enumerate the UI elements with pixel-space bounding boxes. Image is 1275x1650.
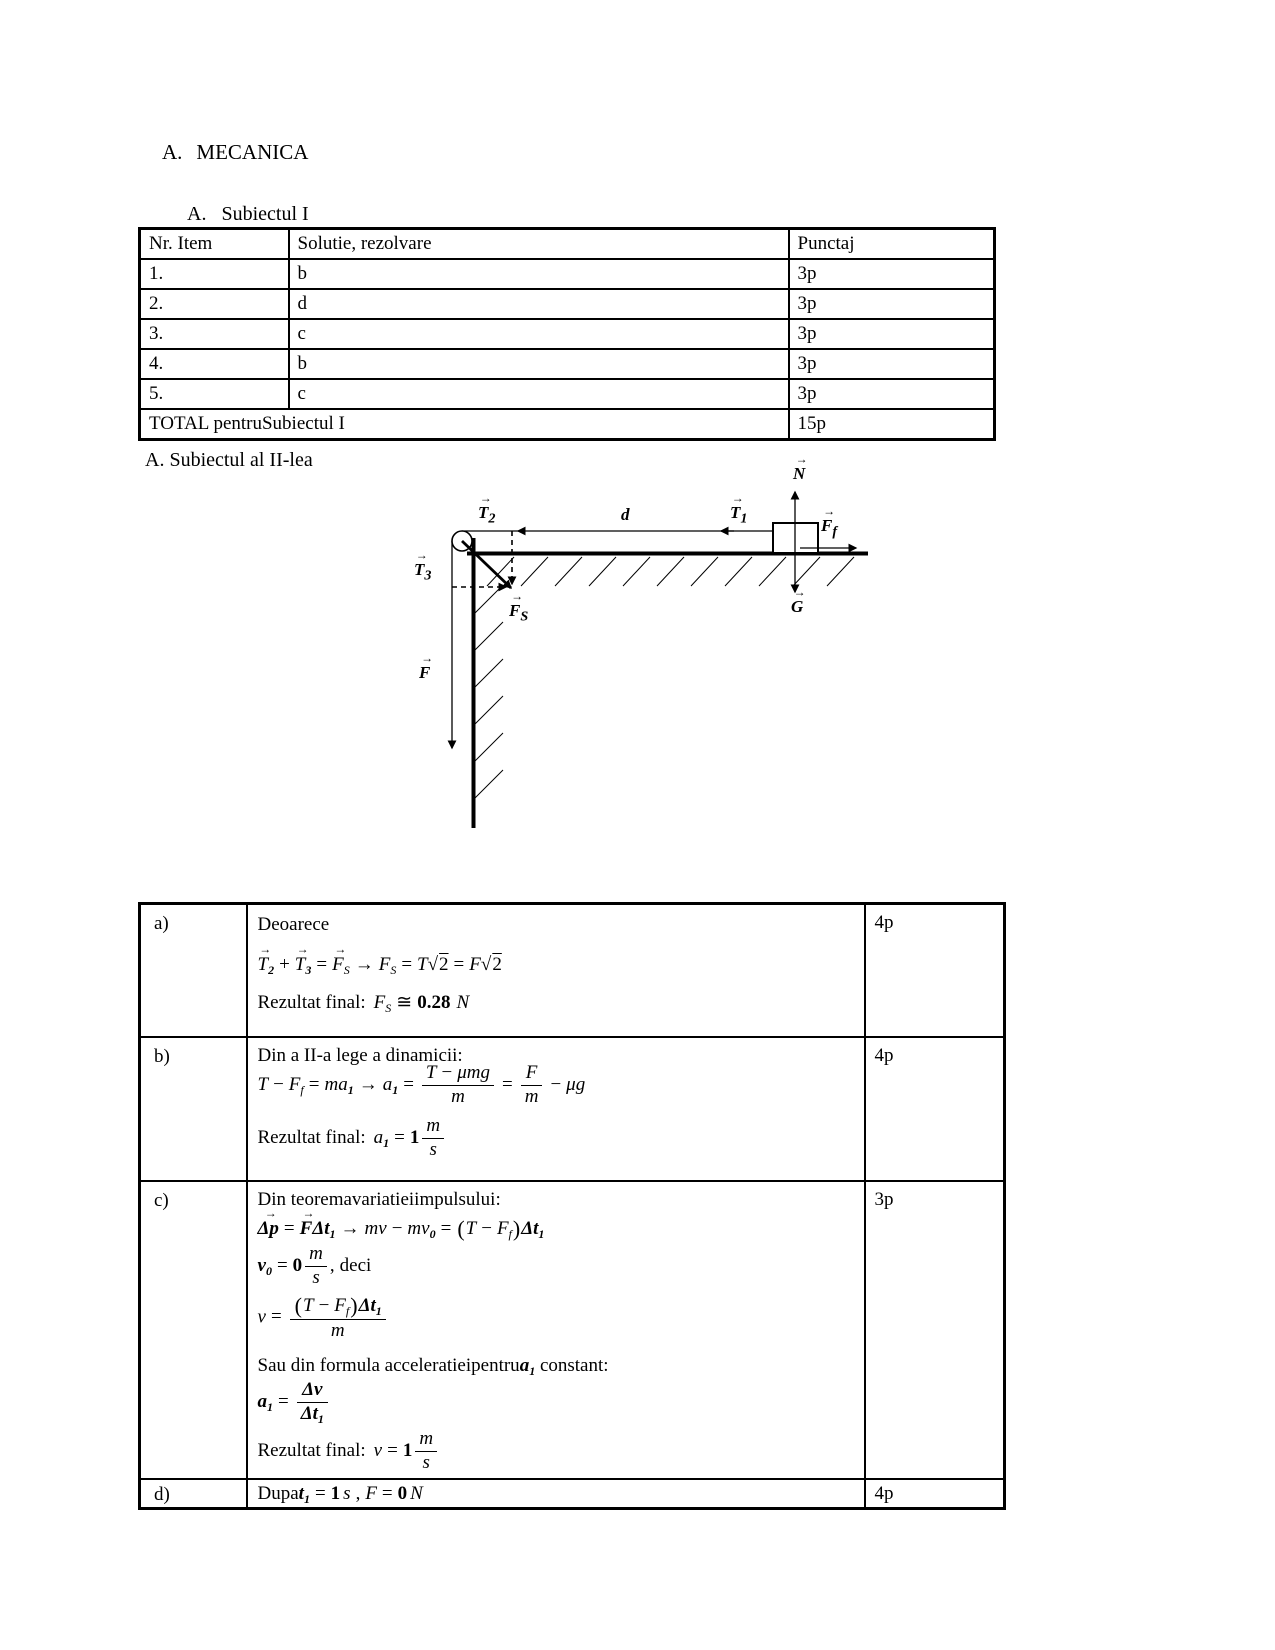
result-label: Rezultat final: [257, 991, 366, 1013]
cell-nr: 4. [140, 349, 289, 379]
row-points: 4p [865, 1037, 1005, 1181]
label-T3-vector: → $T_3$ [414, 548, 432, 584]
header-punctaj: Punctaj [789, 229, 995, 260]
page-title-text: MECANICA [196, 140, 309, 164]
table-row [140, 349, 995, 379]
label-G-vector: → G [791, 585, 806, 616]
formula-b-result: $a_1 = 1$ $\frac{m}{s}$ [374, 1116, 447, 1161]
label-FS-vector: → $F_S$ [509, 589, 529, 625]
label-distance-d: d [621, 505, 630, 524]
surface-hatching [487, 557, 854, 586]
diagram-drawing [390, 445, 890, 840]
d-text-dupa: Dupa [257, 1483, 299, 1504]
header-nr-item: Nr. Item [140, 229, 289, 260]
cell-nr: 5. [140, 379, 289, 409]
solution-content-d [247, 1479, 865, 1509]
page-title [162, 140, 308, 165]
solution-c-alternative [258, 1355, 609, 1377]
solution-row-d [140, 1479, 1005, 1509]
total-points: 15p [789, 409, 995, 440]
table-row [140, 319, 995, 349]
label-T2-vector: → $T_2$ [478, 491, 496, 527]
cell-nr: 2. [140, 289, 289, 319]
row-points: 3p [865, 1181, 1005, 1479]
formula-c-impulse: → Δp = → FΔt$_1$ → mv − $mv_0 = (T - F_f)\Delta t_1$ [257, 1206, 545, 1241]
cell-solution: c [289, 319, 789, 349]
cell-points: 3p [789, 259, 995, 289]
pulley-block-diagram [390, 445, 890, 840]
cell-points: 3p [789, 379, 995, 409]
row-points: 4p [865, 904, 1005, 1038]
solution-row-a [140, 904, 1005, 1038]
table-row [140, 289, 995, 319]
solution-content-b [247, 1037, 865, 1181]
label-F-vector: → F [419, 651, 434, 682]
solution-b-intro: Din a II-a lege a dinamicii: [257, 1045, 463, 1066]
cell-solution: d [289, 289, 789, 319]
formula-c-acceleration: $a_1$ = $\frac{\Delta v}{\Delta t_1}$ [258, 1380, 331, 1425]
solution-c-intro: Din teoremavariatieiimpulsului: [257, 1189, 501, 1210]
formula-a-result: $F_S$ ≅ 0.28 N [373, 992, 470, 1015]
solution-d-line [258, 1483, 423, 1505]
result-label: Rezultat final: [257, 1440, 366, 1462]
solution-content-a [247, 904, 865, 1038]
cell-nr: 3. [140, 319, 289, 349]
solutions-table [138, 902, 1006, 1510]
heading-subject1 [187, 203, 309, 226]
row-letter: a) [140, 904, 247, 1038]
heading-subject2: A. Subiectul al II-lea [145, 449, 313, 471]
header-solutie: Solutie, rezolvare [289, 229, 789, 260]
cell-points: 3p [789, 319, 995, 349]
cell-solution: c [289, 379, 789, 409]
row-points: 4p [865, 1479, 1005, 1509]
formula-c-a1-inline: $a_1$ [519, 1355, 536, 1378]
formula-d-main: $t_1 = 1$ s , F = 0 N [298, 1483, 423, 1506]
cell-solution: b [289, 349, 789, 379]
table-row [140, 379, 995, 409]
formula-c-result: v = 1 $\frac{m}{s}$ [374, 1429, 440, 1474]
page-title-prefix: A. [162, 140, 183, 164]
label-Ff-vector: → $F_f$ [821, 504, 838, 540]
row-letter: b) [140, 1037, 247, 1181]
cell-points: 3p [789, 349, 995, 379]
total-label: TOTAL pentruSubiectul I [140, 409, 789, 440]
row-letter: d) [140, 1479, 247, 1509]
alt-text-after: constant: [539, 1355, 609, 1376]
solution-row-c [140, 1181, 1005, 1479]
heading-subject1-text: Subiectul I [221, 203, 309, 225]
formula-b-main: $T - F_f = ma_1 \to a_1$ = T − μmg m = $\frac{F}{m}$ − μg [257, 1062, 586, 1107]
heading-subject1-prefix: A. [187, 203, 207, 225]
answers-table-header-row [140, 229, 995, 260]
solution-row-b [140, 1037, 1005, 1181]
row-letter: c) [140, 1181, 247, 1479]
formula-c-v0: $v_0 = 0$ $\frac{m}{s}$ , deci [257, 1243, 372, 1288]
wall-hatching [475, 585, 503, 798]
cell-points: 3p [789, 289, 995, 319]
solution-content-c [247, 1181, 865, 1479]
solution-a-intro: Deoarece [257, 914, 330, 935]
resultant-FS-arrow [462, 541, 511, 588]
formula-a-main: → $T_2$ + → $T_3$ = → $F_S \to F_S = T√2 = F√2$ [257, 942, 502, 977]
label-N-vector: → N [793, 452, 808, 483]
answers-table [138, 227, 996, 441]
cell-nr: 1. [140, 259, 289, 289]
formula-c-velocity: v = $\frac{(T - F_f)\Delta t_1}{m}$ [258, 1294, 389, 1342]
table-row [140, 259, 995, 289]
cell-solution: b [289, 259, 789, 289]
result-label: Rezultat final: [257, 1127, 366, 1149]
label-T1-vector: → $T_1$ [730, 491, 748, 527]
table-total-row [140, 409, 995, 440]
alt-text-before: Sau din formula acceleratieipentru [257, 1355, 520, 1376]
